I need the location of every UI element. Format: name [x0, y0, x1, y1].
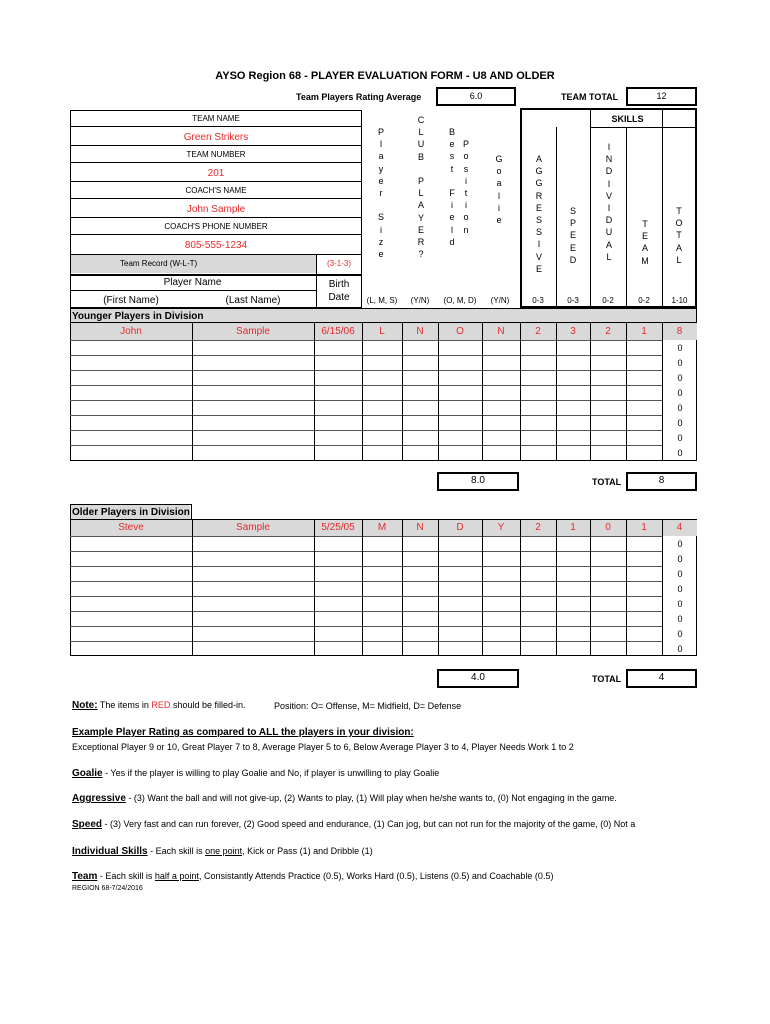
younger-total-box — [626, 472, 697, 491]
total-cell: 8 — [676, 326, 683, 337]
individual-note-underline: one point — [205, 846, 243, 856]
last-name-label: (Last Name) — [225, 295, 281, 306]
team-total-label: TEAM TOTAL — [561, 92, 619, 102]
position-cell[interactable]: O — [456, 326, 464, 337]
speed-cell[interactable]: 1 — [570, 522, 576, 533]
older-table — [70, 519, 697, 656]
range-aggressive: 0-3 — [532, 296, 544, 305]
team-note-underline: half a point — [154, 871, 199, 881]
note-red: RED — [151, 700, 171, 710]
team-note-post: , Consistantly Attends Practice (0.5), Works Hard (0.5), Listens (0.5) and Coachable (0.5) — [198, 871, 554, 881]
speed-note-label: Speed — [72, 819, 103, 830]
example-text: Exceptional Player 9 or 10, Great Player 7 to 8, Average Player 5 to 6, Below Average Player 3 to 4, Player Needs Work 1 to 2 — [72, 742, 574, 752]
aggressive-note — [72, 793, 617, 804]
row-total: 0 — [677, 448, 683, 458]
range-total: 1-10 — [671, 296, 688, 305]
range-goalie: (Y/N) — [490, 296, 510, 305]
first-name-cell[interactable]: Steve — [118, 522, 144, 533]
younger-total-label: TOTAL — [592, 477, 622, 487]
row-total: 0 — [677, 584, 683, 594]
header-speed: S P E E D — [569, 206, 577, 265]
team-number-value[interactable]: 201 — [207, 168, 225, 179]
younger-average-box — [437, 472, 519, 491]
total-cell: 4 — [676, 522, 683, 533]
last-name-cell[interactable]: Sample — [236, 326, 270, 337]
row-total: 0 — [677, 614, 683, 624]
row-total: 0 — [677, 343, 683, 353]
team-cell[interactable]: 1 — [641, 326, 647, 337]
record-value[interactable]: (3-1-3) — [326, 259, 351, 268]
row-total: 0 — [677, 403, 683, 413]
goalie-cell[interactable]: Y — [497, 522, 505, 533]
older-total-label: TOTAL — [592, 674, 622, 684]
header-individual: I N D I V I D U A L — [605, 142, 613, 262]
row-total: 0 — [677, 599, 683, 609]
range-team: 0-2 — [638, 296, 650, 305]
goalie-note — [72, 768, 439, 779]
individual-note-pre: - Each skill is — [147, 846, 206, 856]
row-total: 0 — [677, 418, 683, 428]
header-club-player: C L U B P L A Y E R ? — [417, 115, 425, 260]
younger-total: 8 — [658, 475, 665, 486]
row-total: 0 — [677, 554, 683, 564]
individual-note — [72, 846, 373, 857]
goalie-note-label: Goalie — [72, 768, 103, 779]
club-cell[interactable]: N — [416, 522, 424, 533]
coach-phone-label: COACH'S PHONE NUMBER — [164, 222, 268, 231]
size-cell[interactable]: L — [379, 326, 385, 337]
older-total-box — [626, 669, 697, 688]
birth-label: Birth — [328, 279, 350, 290]
row-total: 0 — [677, 569, 683, 579]
individual-note-label: Individual Skills — [72, 846, 148, 857]
coach-name-label: COACH'S NAME — [185, 186, 247, 195]
header-goalie: G o a l i e — [495, 154, 503, 226]
row-total: 0 — [677, 358, 683, 368]
range-individual: 0-2 — [602, 296, 614, 305]
player-name-label: Player Name — [163, 277, 222, 288]
row-total: 0 — [677, 388, 683, 398]
birth-date-cell[interactable]: 5/25/05 — [321, 522, 355, 533]
row-total: 0 — [677, 373, 683, 383]
goalie-note-text: - Yes if the player is willing to play Goalie and No, if player is unwilling to play Goalie — [102, 768, 440, 778]
row-total: 0 — [677, 433, 683, 443]
example-heading: Example Player Rating as compared to ALL the players in your division: — [72, 727, 414, 738]
position-cell[interactable]: D — [456, 522, 464, 533]
note-line — [72, 700, 245, 711]
older-average: 4.0 — [471, 672, 485, 683]
coach-name-value[interactable]: John Sample — [186, 204, 246, 215]
team-note-label: Team — [72, 871, 98, 882]
older-average-box — [437, 669, 519, 688]
position-legend: Position: O= Offense, M= Midfield, D= Defense — [274, 701, 462, 711]
aggressive-cell[interactable]: 2 — [535, 326, 541, 337]
aggressive-note-label: Aggressive — [72, 793, 126, 804]
team-cell[interactable]: 1 — [641, 522, 647, 533]
row-total: 0 — [677, 644, 683, 654]
header-total: T O T A L — [675, 206, 683, 265]
header-best-field-1: B e s t F i e l d — [448, 127, 455, 247]
speed-note-text: - (3) Very fast and can run forever, (2) Good speed and endurance, (1) Can jog, but can not run for the majority of the game, (0) Not a — [102, 819, 636, 829]
record-label: Team Record (W-L-T) — [120, 259, 198, 268]
goalie-cell[interactable]: N — [497, 326, 505, 337]
team-total-value: 12 — [656, 91, 667, 101]
header-play-size: P l a y e r S i z e — [377, 127, 384, 260]
range-size: (L, M, S) — [366, 296, 398, 305]
team-note-pre: - Each skill is — [97, 871, 155, 881]
coach-phone-value[interactable]: 805-555-1234 — [184, 240, 248, 251]
region-footer: REGION 68-7/24/2016 — [72, 885, 143, 892]
range-club: (Y/N) — [410, 296, 430, 305]
younger-average: 8.0 — [471, 475, 485, 486]
aggressive-note-text: - (3) Want the ball and will not give-up, (2) Wants to play, (1) Will play when he/she wants to, (0) Not engaging in the game. — [125, 793, 617, 803]
younger-section-label: Younger Players in Division — [72, 311, 204, 322]
range-position: (O, M, D) — [443, 296, 477, 305]
note-label: Note: — [72, 700, 98, 711]
size-cell[interactable]: M — [377, 522, 387, 533]
team-name-value[interactable]: Green Strikers — [183, 132, 249, 143]
rating-average-value: 6.0 — [469, 91, 483, 101]
team-total-box — [626, 87, 697, 106]
team-note — [72, 871, 553, 882]
note-pre: The items in — [97, 700, 152, 710]
skills-label: SKILLS — [611, 114, 644, 124]
club-cell[interactable]: N — [416, 326, 424, 337]
header-team: T E A M — [641, 219, 649, 266]
speed-note — [72, 819, 635, 830]
header-best-field-2: P o s i t i o n — [462, 139, 469, 235]
aggressive-cell[interactable]: 2 — [535, 522, 541, 533]
page-title: AYSO Region 68 - PLAYER EVALUATION FORM - U8 AND OLDER — [215, 70, 555, 82]
rating-average-box — [436, 87, 516, 106]
individual-note-post: , Kick or Pass (1) and Dribble (1) — [242, 846, 373, 856]
older-section-label: Older Players in Division — [72, 507, 190, 518]
rating-average-label: Team Players Rating Average — [296, 92, 422, 102]
individual-cell[interactable]: 0 — [605, 522, 611, 533]
header-aggressive: A G G R E S S I V E — [535, 154, 543, 274]
birth-date-cell[interactable]: 6/15/06 — [321, 326, 355, 337]
date-label: Date — [328, 292, 350, 303]
older-total: 4 — [658, 672, 665, 683]
row-total: 0 — [677, 629, 683, 639]
first-name-cell[interactable]: John — [120, 326, 142, 337]
last-name-cell[interactable]: Sample — [236, 522, 270, 533]
first-name-label: (First Name) — [103, 295, 159, 306]
speed-cell[interactable]: 3 — [570, 326, 576, 337]
note-post: should be filled-in. — [170, 700, 246, 710]
individual-cell[interactable]: 2 — [605, 326, 611, 337]
team-name-label: TEAM NAME — [192, 114, 240, 123]
range-speed: 0-3 — [567, 296, 579, 305]
row-total: 0 — [677, 539, 683, 549]
team-number-label: TEAM NUMBER — [186, 150, 246, 159]
